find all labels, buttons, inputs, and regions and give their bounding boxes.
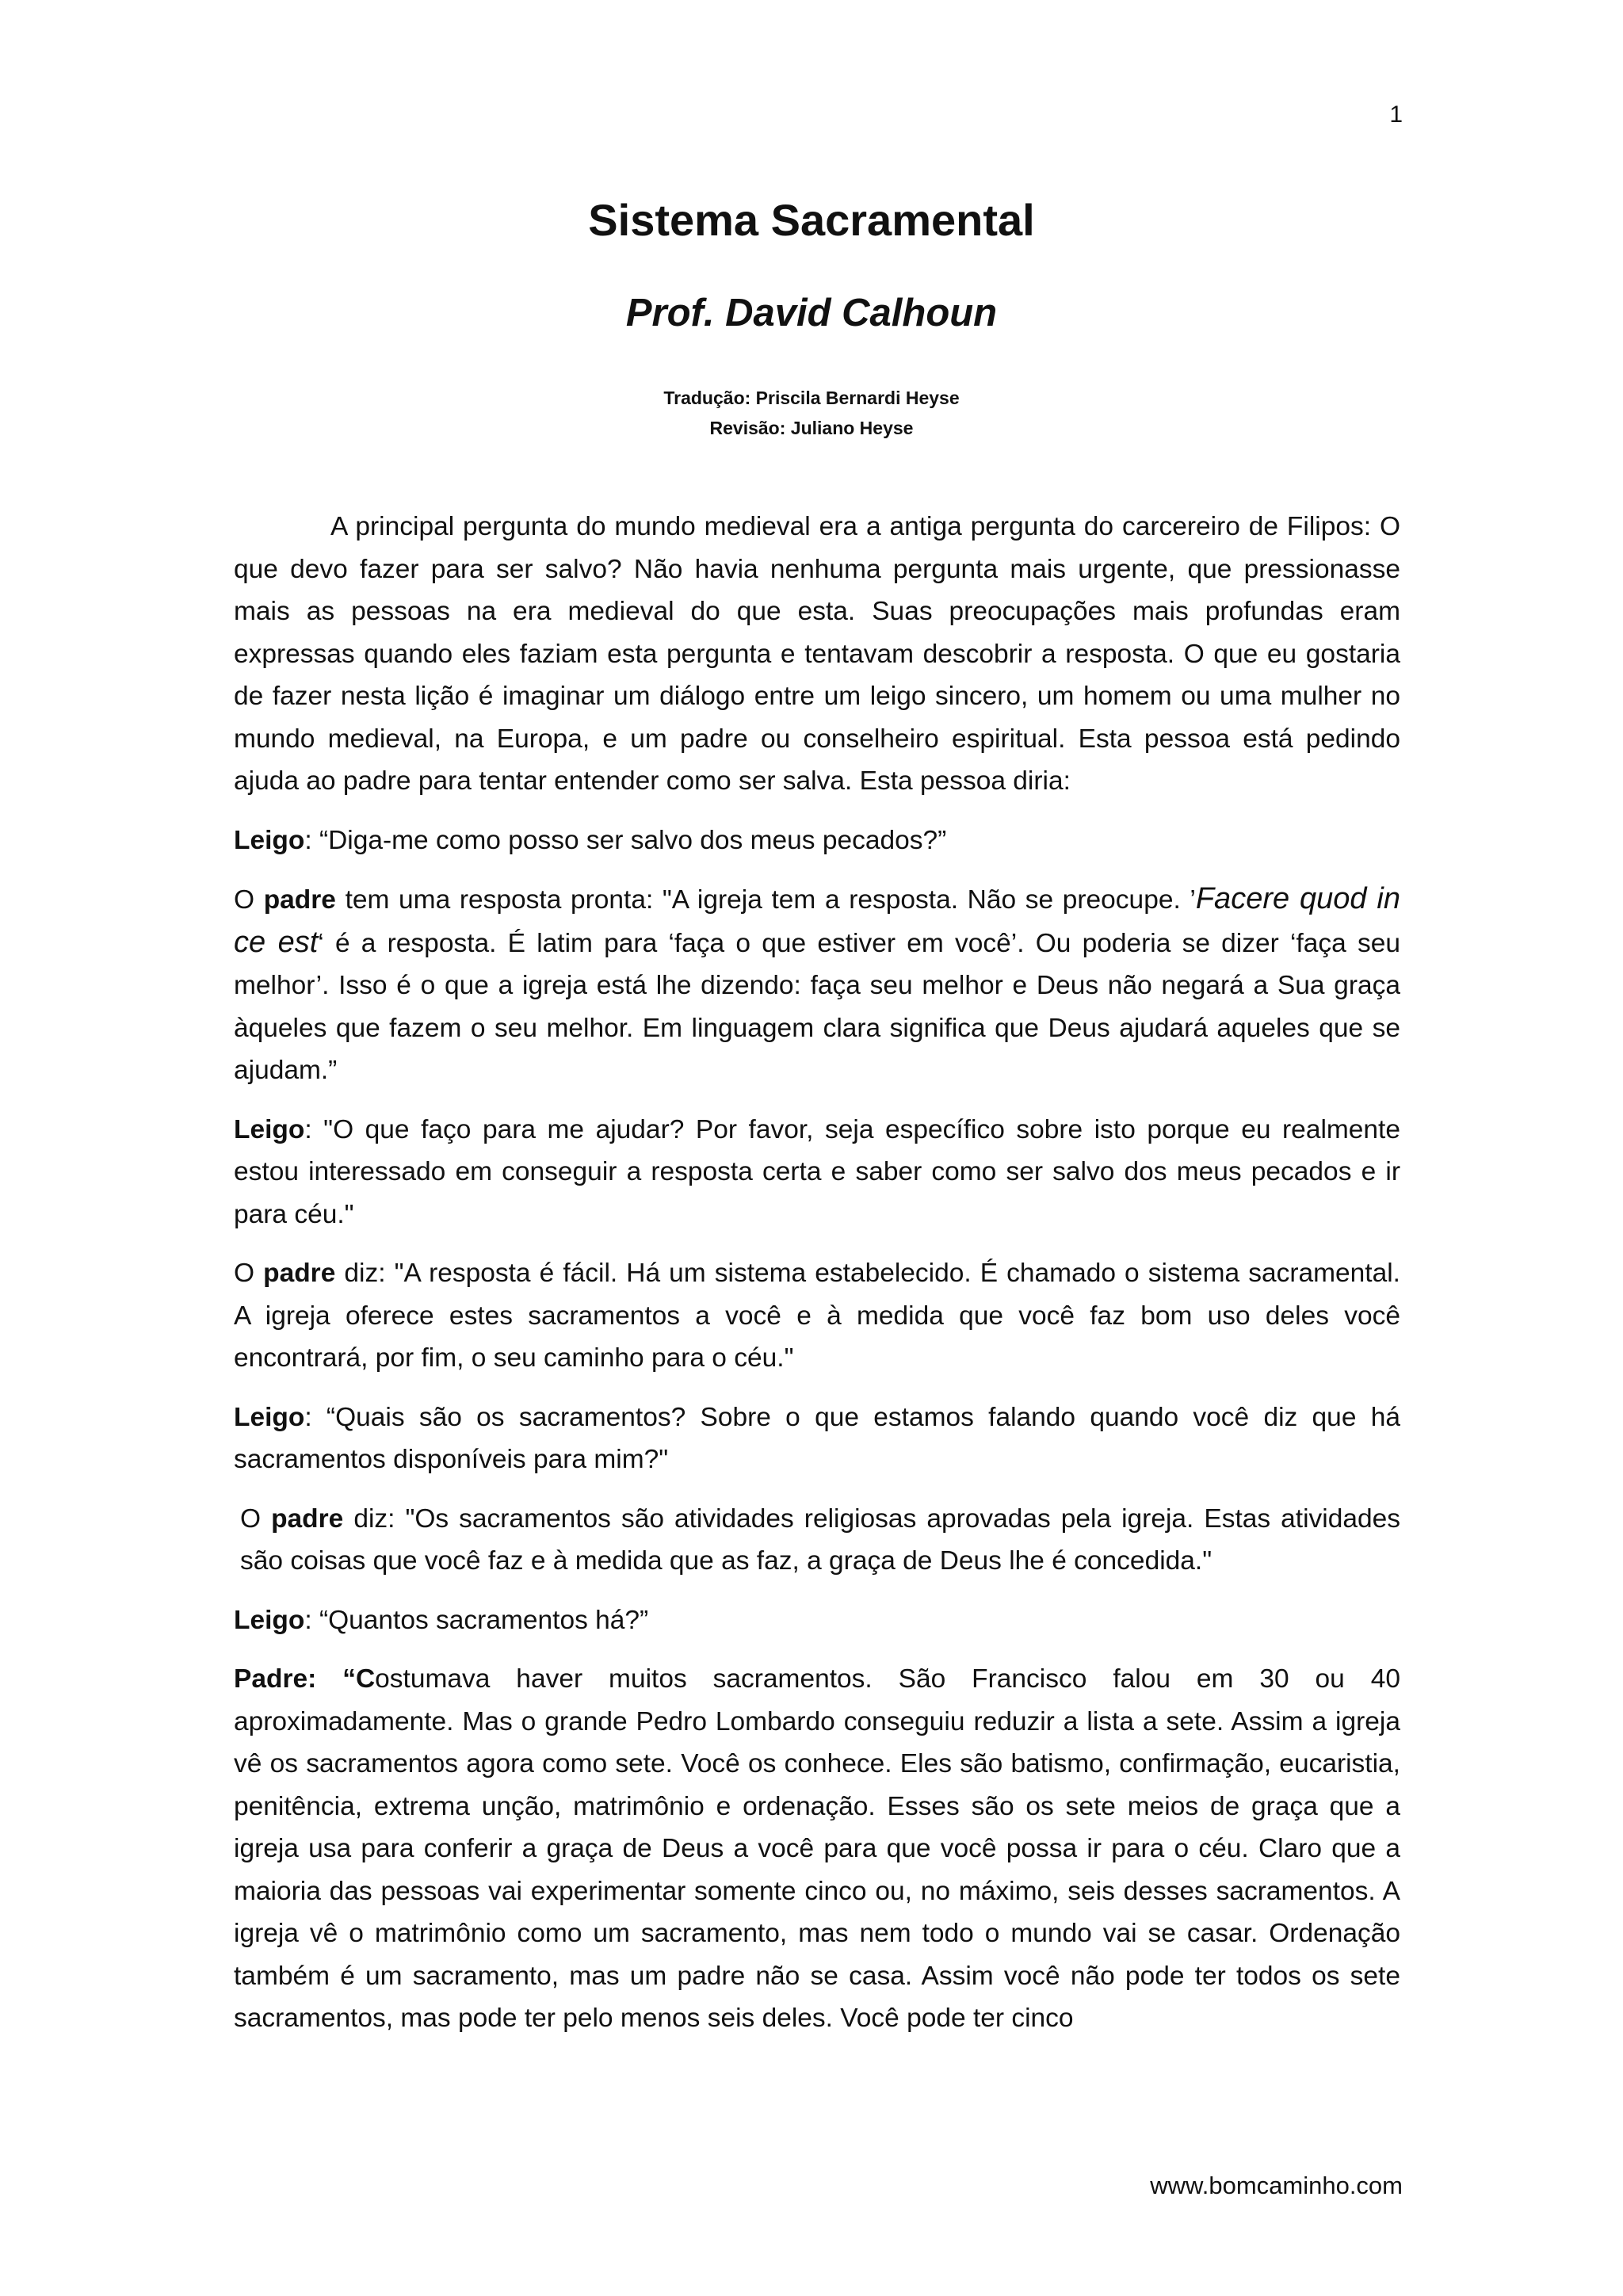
speaker-label: Leigo [234,1605,305,1635]
dialogue-prefix: O [234,1259,264,1288]
leigo-line-1 [234,819,1400,862]
dialogue-prefix: O [234,885,264,915]
body-text [234,506,1400,2057]
dialogue-text: : “Quais são os sacramentos? Sobre o que estamos falando quando você diz que há sacramentos disponíveis para mim?" [234,1402,1400,1474]
padre-line-3 [234,1498,1400,1583]
credits [0,383,1623,443]
speaker-label: padre [271,1503,344,1534]
speaker-label: Leigo [234,825,305,855]
dialogue-text: ‘ é a resposta. É latim para ‘faça o que estiver em você’. Ou poderia se dizer ‘faça seu melhor’. Isso é o que a igreja está lhe dizendo: faça seu melhor e Deus não negará a Sua graça àqueles que fazem o seu melhor. Em linguagem clara significa que Deus ajudará aqueles que se ajudam.” [234,928,1400,1085]
speaker-label: Leigo [234,1402,305,1432]
footer-url: www.bomcaminho.com [1150,2172,1403,2199]
revision-credit: Revisão: Juliano Heyse [709,418,914,438]
document-title: Sistema Sacramental [588,195,1035,245]
page-number: 1 [1389,101,1403,128]
intro-paragraph: A principal pergunta do mundo medieval era a antiga pergunta do carcereiro de Filipos: O que devo fazer para ser salvo? Não havia nenhuma pergunta mais urgente, que pressionasse mais as pessoas na era medieval do que esta. Suas preocupações mais profundas eram expressas quando eles faziam esta pergunta e tentavam descobrir a resposta. O que eu gostaria de fazer nesta lição é imaginar um diálogo entre um leigo sincero, um homem ou uma mulher no mundo medieval, na Europa, e um padre ou conselheiro espiritual. Esta pessoa está pedindo ajuda ao padre para tentar entender como ser salva. Esta pessoa diria: [234,512,1400,796]
padre-line-4 [234,1658,1400,2040]
dialogue-text: ostumava haver muitos sacramentos. São Francisco falou em 30 ou 40 aproximadamente. Mas o grande Pedro Lombardo conseguiu reduzir a lista a sete. Assim a igreja vê os sacramentos agora como sete. Você os conhece. Eles são batismo, confirmação, eucaristia, penitência, extrema unção, matrimônio e ordenação. Esses são os sete meios de graça que a igreja usa para conferir a graça de Deus a você para que você possa ir para o céu. Claro que a maioria das pessoas vai experimentar somente cinco ou, no máximo, seis desses sacramentos. A igreja vê o matrimônio como um sacramento, mas nem todo o mundo vai se casar. Ordenação também é um sacramento, mas um padre não se casa. Assim você não pode ter todos os sete sacramentos, mas pode ter pelo menos seis deles. Você pode ter cinco [234,1664,1401,2033]
speaker-label: padre [263,1259,336,1288]
leigo-line-4 [234,1599,1400,1642]
speaker-label: Padre: “C [234,1664,376,1694]
latin-phrase: Facere quod in ce est [234,882,1400,959]
speaker-label: padre [263,885,336,915]
padre-line-1 [234,878,1400,1092]
dialogue-text: : "O que faço para me ajudar? Por favor, seja específico sobre isto porque eu realmente estou interessado em conseguir a resposta certa e saber como ser salvo dos meus pecados e ir para céu." [234,1114,1400,1229]
dialogue-text: : “Quantos sacramentos há?” [304,1605,649,1635]
padre-line-2 [234,1252,1400,1380]
dialogue-text: tem uma resposta pronta: "A igreja tem a resposta. Não se preocupe. ’ [335,885,1196,915]
speaker-label: Leigo [234,1114,305,1144]
dialogue-text: : “Diga-me como posso ser salvo dos meus pecados?” [304,825,947,855]
author-name: Prof. David Calhoun [625,292,998,334]
leigo-line-2 [234,1109,1400,1236]
leigo-line-3 [234,1396,1400,1481]
dialogue-text: diz: "A resposta é fácil. Há um sistema estabelecido. É chamado o sistema sacramental. A igreja oferece estes sacramentos a você e à medida que você faz bom uso deles você encontrará, por fim, o seu caminho para o céu." [234,1259,1400,1373]
translation-credit: Tradução: Priscila Bernardi Heyse [663,388,960,408]
dialogue-text: diz: "Os sacramentos são atividades religiosas aprovadas pela igreja. Estas atividades são coisas que você faz e à medida que as faz, a graça de Deus lhe é concedida." [240,1503,1400,1576]
dialogue-prefix: O [240,1503,272,1534]
